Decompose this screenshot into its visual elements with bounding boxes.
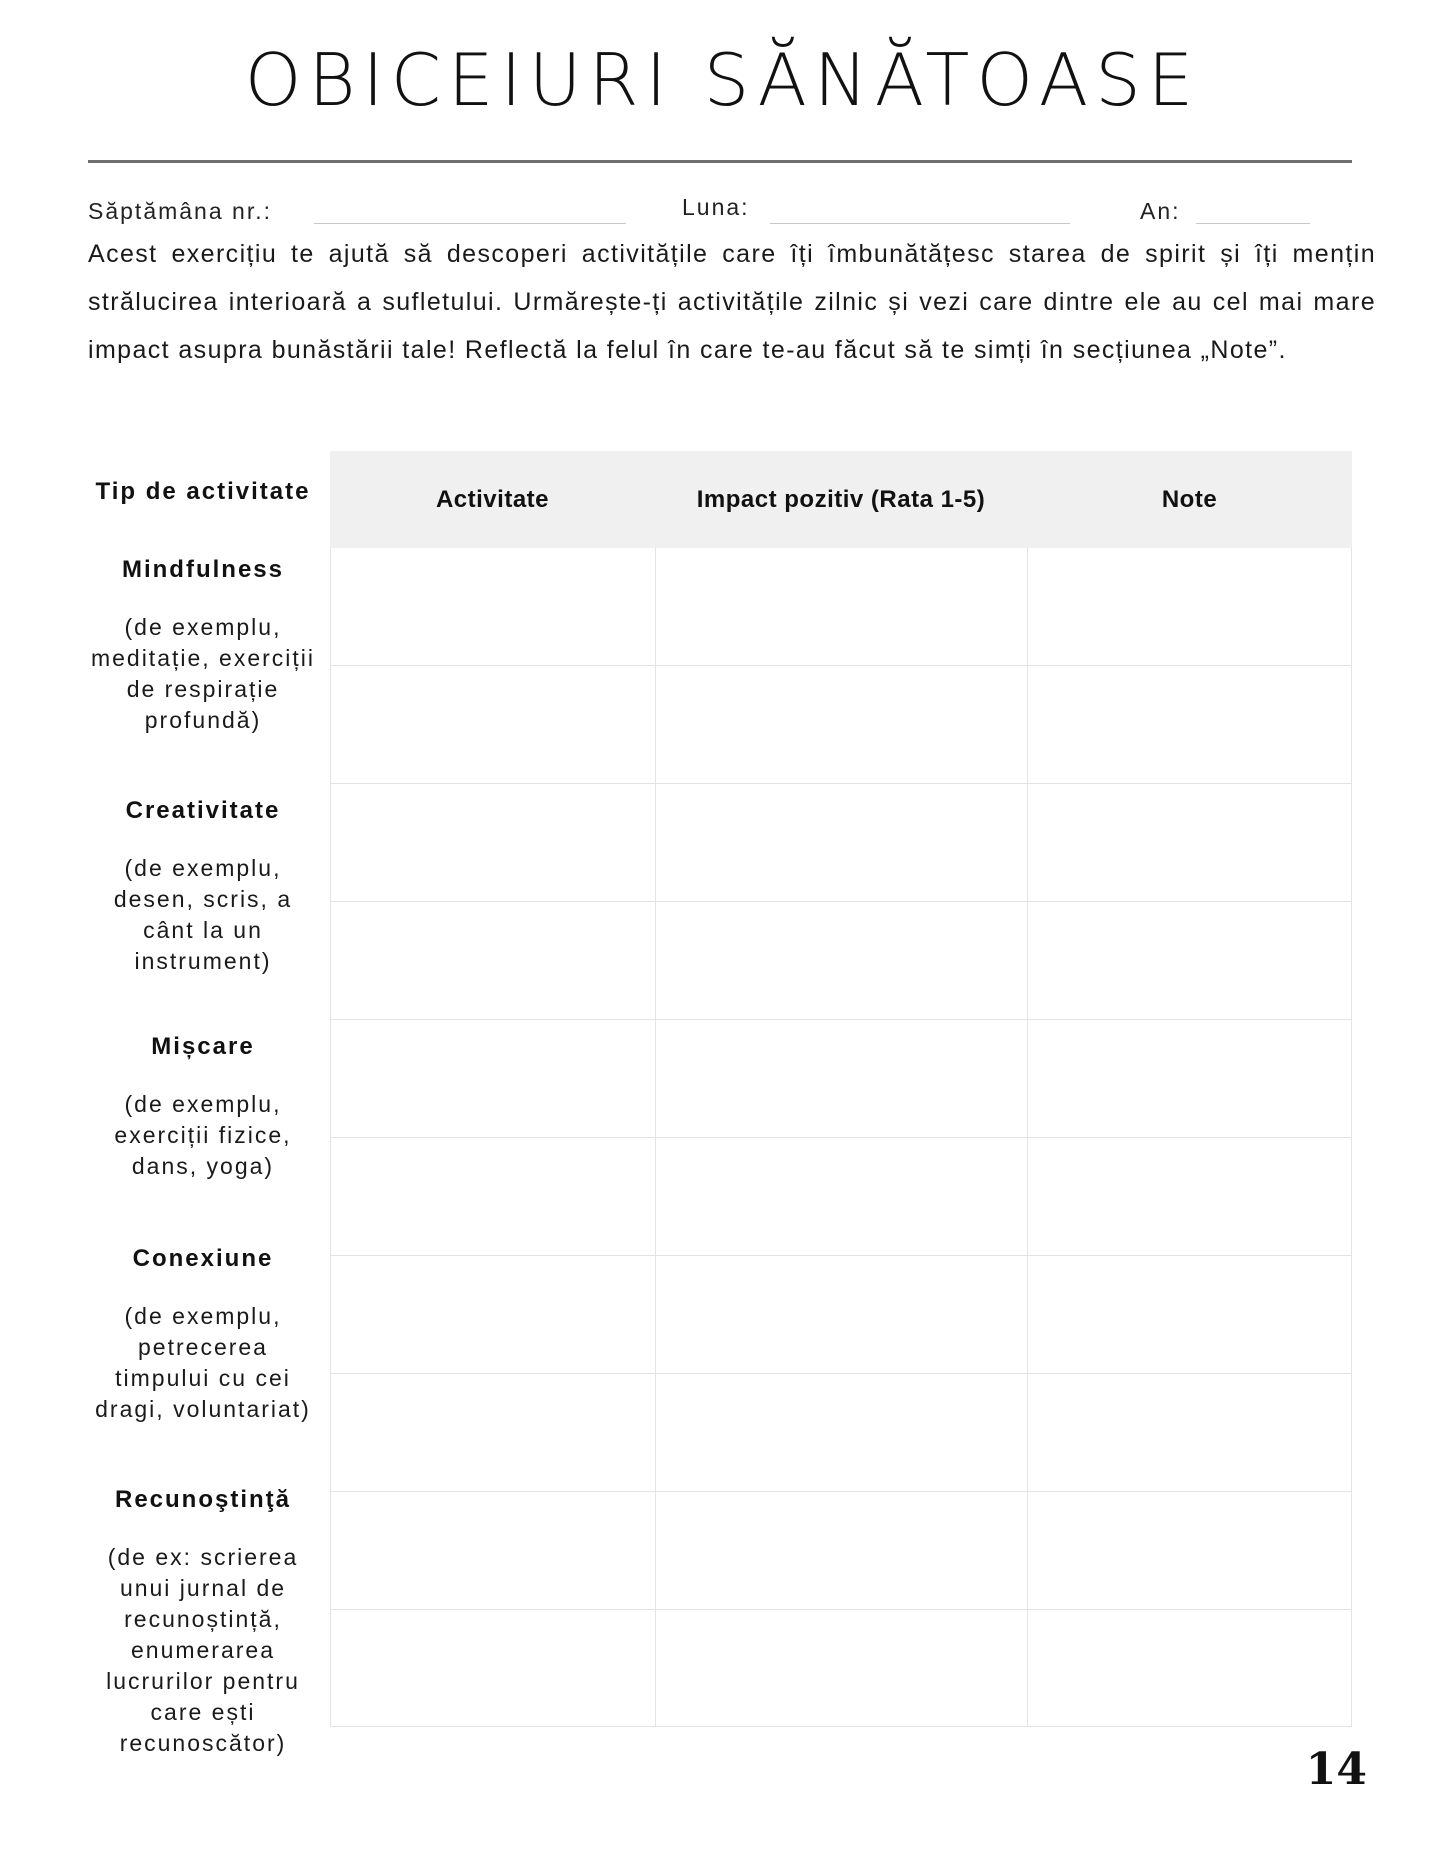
month-label: Luna: bbox=[682, 194, 750, 220]
title-divider bbox=[88, 160, 1352, 163]
year-label: An: bbox=[1140, 198, 1181, 224]
grid-line bbox=[330, 1137, 1352, 1138]
category-conexiune bbox=[88, 1245, 318, 1425]
year-field[interactable] bbox=[1196, 223, 1310, 224]
category-creativitate bbox=[88, 797, 318, 977]
month-field[interactable] bbox=[770, 223, 1070, 224]
grid-line bbox=[330, 783, 1352, 784]
table-header-row bbox=[330, 451, 1352, 548]
page-title: OBICEIURI SĂNĂTOASE bbox=[244, 38, 1201, 122]
header-activity: Activitate bbox=[435, 486, 550, 513]
grid-line bbox=[330, 665, 1352, 666]
category-description: (de ex: scrierea unui jurnal de recunoștință, enumerarea lucrurilor pentru care ești recunoscător) bbox=[106, 1544, 300, 1756]
grid-line bbox=[330, 1491, 1352, 1492]
category-description: (de exemplu, exerciții fizice, dans, yoga) bbox=[114, 1091, 292, 1179]
grid-line bbox=[330, 1019, 1352, 1020]
activity-grid bbox=[330, 548, 1352, 1727]
category-name: Mindfulness bbox=[121, 556, 284, 583]
grid-line bbox=[330, 901, 1352, 902]
grid-line bbox=[330, 1373, 1352, 1374]
meta-row bbox=[88, 194, 1352, 234]
category-name: Conexiune bbox=[132, 1245, 274, 1272]
category-name: Mișcare bbox=[151, 1033, 255, 1060]
category-description: (de exemplu, meditație, exerciții de respirație profundă) bbox=[90, 614, 316, 733]
intro-paragraph: Acest exercițiu te ajută să descoperi activitățile care îți îmbunătățesc starea de spirit și îți mențin strălucirea interioară a sufletului. Urmărește-ți activitățile zilnic și vezi care dintre ele au cel mai mare impact asupra bunăstării tale! Reflectă la felul în care te-au făcut să te simți în secțiunea „Note”. bbox=[88, 240, 1376, 364]
category-name: Recunoştinţă bbox=[114, 1486, 291, 1513]
page-number: 14 bbox=[1305, 1744, 1367, 1795]
category-miscare bbox=[88, 1033, 318, 1182]
grid-line bbox=[330, 1609, 1352, 1610]
grid-line bbox=[330, 1726, 1352, 1727]
category-description: (de exemplu, petrecerea timpului cu cei dragi, voluntariat) bbox=[95, 1303, 311, 1422]
header-impact: Impact pozitiv (Rata 1-5) bbox=[696, 486, 986, 513]
grid-line bbox=[330, 1255, 1352, 1256]
category-description: (de exemplu, desen, scris, a cânt la un instrument) bbox=[113, 855, 293, 974]
header-notes: Note bbox=[1161, 486, 1218, 513]
category-recunostinta bbox=[88, 1486, 318, 1759]
week-label: Săptămâna nr.: bbox=[88, 198, 272, 224]
week-field[interactable] bbox=[314, 223, 626, 224]
category-mindfulness bbox=[88, 556, 318, 736]
category-name: Creativitate bbox=[125, 797, 281, 824]
type-column-header: Tip de activitate bbox=[95, 478, 311, 505]
